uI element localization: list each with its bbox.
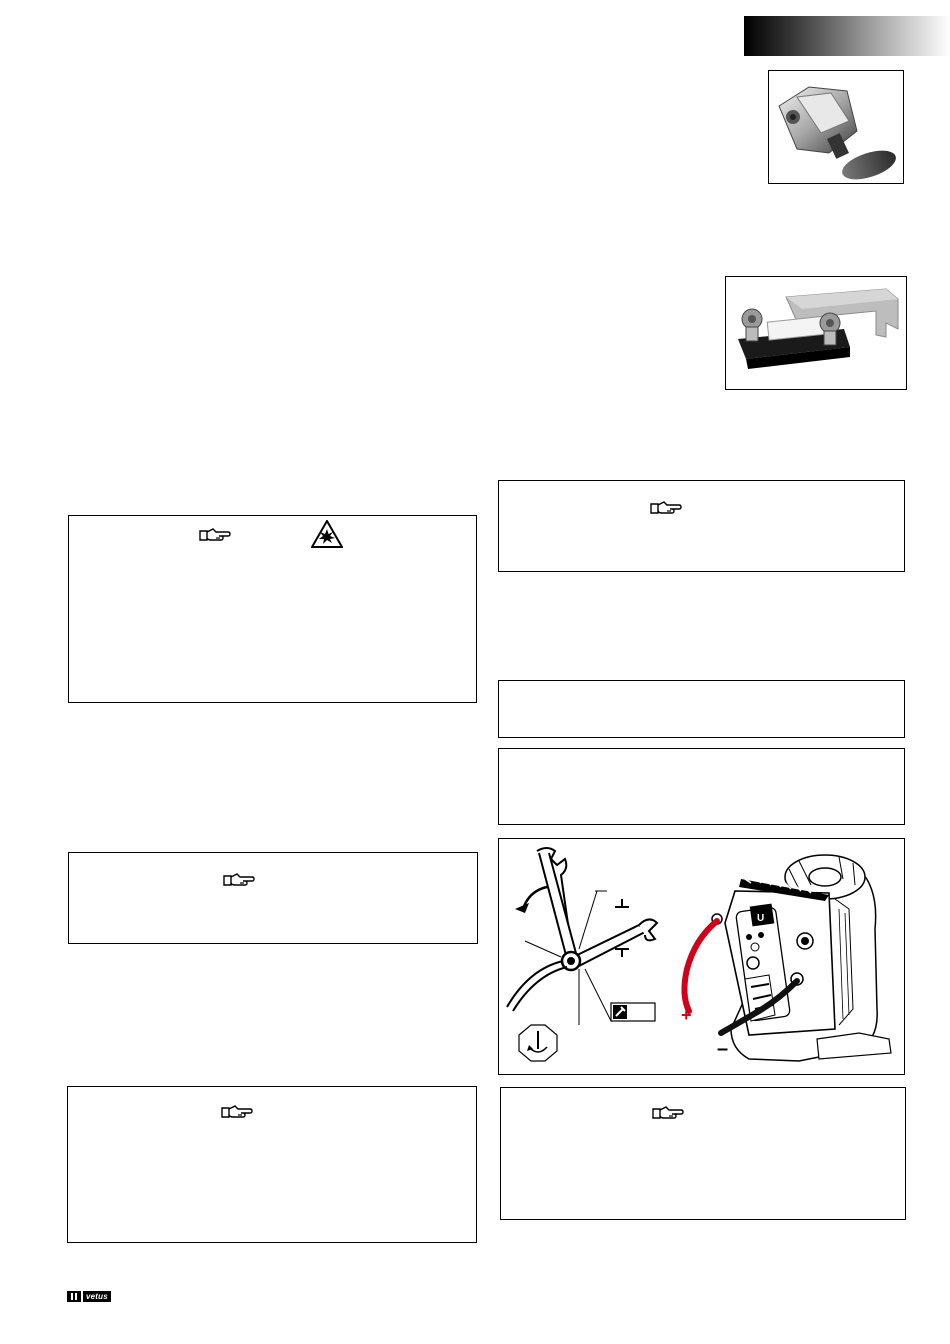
pointing-hand-icon (221, 1103, 253, 1121)
pointing-hand-icon (223, 871, 255, 889)
warning-box-explosion (68, 515, 477, 703)
main-switch-photo (768, 70, 904, 184)
negative-terminal-label: – (717, 1038, 729, 1060)
brand-logo (67, 1291, 111, 1302)
brand-mark-icon (67, 1291, 81, 1302)
note-box-right-4 (500, 1087, 906, 1220)
note-box-left-3 (67, 1086, 477, 1243)
pointing-hand-icon (650, 499, 682, 517)
wiring-figure (498, 838, 905, 1075)
svg-text:U: U (757, 913, 765, 924)
note-box-right-2 (498, 680, 905, 738)
wrench-tightening-diagram (507, 848, 657, 1061)
pump-controller-drawing (684, 855, 891, 1061)
explosion-warning-icon (311, 520, 343, 548)
pointing-hand-icon (652, 1104, 684, 1122)
header-section-tab (744, 16, 950, 56)
fuse-holder-photo (725, 276, 907, 390)
rotation-arrow-icon (519, 1025, 557, 1061)
pointing-hand-icon (199, 526, 231, 544)
brand-wordmark: vetus (83, 1291, 111, 1302)
note-box-left-2 (68, 852, 478, 944)
note-box-right-1 (498, 480, 905, 572)
note-box-right-3 (498, 748, 905, 825)
positive-terminal-label: + (681, 1005, 692, 1025)
